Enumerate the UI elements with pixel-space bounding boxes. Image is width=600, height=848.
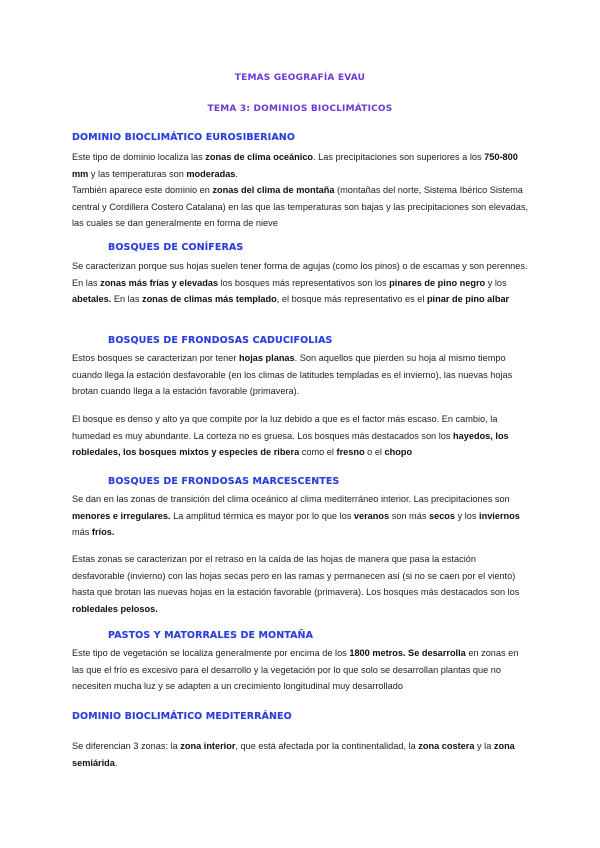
- text-run: los bosques más representativos son los: [218, 277, 390, 288]
- heading-mediterraneo: DOMINIO BIOCLIMÁTICO MEDITERRÁNEO: [72, 711, 292, 722]
- bold-text: zonas del clima de montaña: [212, 185, 335, 196]
- text-run: y los: [485, 277, 507, 288]
- text-run: en zonas en las que el frío es excesivo para el desarrollo y la vegetación por lo que solo se desarrollan plantas que no necesiten mucha luz y se adapten a un crecimiento longitudinal muy desarrollado: [72, 648, 519, 692]
- text-run: , el bosque más representativo es el: [276, 294, 427, 305]
- text-run: (montañas del norte, Sistema Ibérico Sistema central y Cordillera Costero Catalana) en las que las temperaturas son bajas y las precipitaciones son elevadas, las cuales se dan generalmente en forma de nieve: [72, 185, 529, 229]
- bold-text: hayedos, los robledales, los bosques mixtos y especies de ribera: [72, 430, 509, 458]
- text-run: Este tipo de dominio localiza las: [72, 152, 206, 162]
- bold-text: robledales pelosos.: [72, 603, 158, 614]
- bold-text: zona costera: [418, 741, 475, 751]
- bold-text: fresno: [336, 447, 365, 458]
- text-run: Se dan en las zonas de transición del clima oceánico al clima mediterráneo interior. Las precipitaciones son: [72, 494, 510, 504]
- text-run: Se diferencian 3 zonas: la: [72, 741, 181, 751]
- bold-text: zona semiárida: [72, 741, 515, 768]
- text-run: .: [235, 168, 238, 179]
- text-run: .: [114, 757, 118, 768]
- heading-caducifolias: BOSQUES DE FRONDOSAS CADUCIFOLIAS: [108, 335, 333, 346]
- paragraph-coniferas: [72, 258, 530, 308]
- bold-text: 750-800 mm: [72, 152, 518, 179]
- document-title: TEMAS GEOGRAFÍA EVAU: [234, 73, 366, 83]
- text-run: o el: [364, 447, 385, 458]
- bold-text: 1800 metros. Se desarrolla: [349, 648, 466, 658]
- text-run: También aparece este dominio en: [72, 185, 213, 196]
- bold-text: menores e irregulares.: [72, 510, 171, 521]
- bold-text: pinares de pino negro: [389, 277, 486, 288]
- paragraph-mediterraneo: [72, 738, 530, 771]
- bold-text: hojas planas: [239, 353, 295, 363]
- text-run: El bosque es denso y alto ya que compite por la luz debido a que es el factor más escaso. En cambio, la humedad es muy abundante. La corteza no es gruesa. Los bosques más destacados son los: [72, 414, 498, 441]
- bold-text: chopo: [384, 447, 413, 458]
- text-run: . Son aquellos que pierden su hoja al mismo tiempo cuando llega la estación desfavorable (en los climas de latitudes templadas es el invierno), las nuevas hojas brotan cuando llega a la estación favorable (primavera).: [72, 353, 513, 397]
- paragraph-pastos-matorrales: [72, 645, 530, 695]
- text-run: . Las precipitaciones son superiores a los: [313, 152, 485, 162]
- bold-text: abetales.: [72, 294, 112, 305]
- text-run: La amplitud térmica es mayor por lo que los: [170, 510, 354, 521]
- paragraph-marcescentes-1: [72, 491, 530, 541]
- bold-text: zona interior: [180, 741, 236, 751]
- text-run: más: [72, 527, 92, 538]
- text-run: Se caracterizan porque sus hojas suelen tener forma de agujas (como los pinos) o de escamas y son perennes. En las: [72, 261, 528, 288]
- text-run: y la: [474, 741, 494, 751]
- bold-text: veranos: [353, 510, 390, 521]
- heading-pastos-matorrales: PASTOS Y MATORRALES DE MONTAÑA: [108, 630, 314, 641]
- paragraph-caducifolias-1: [72, 350, 530, 400]
- text-run: , que está afectada por la continentalidad, la: [235, 741, 419, 751]
- bold-text: inviernos: [479, 510, 520, 521]
- paragraph-marcescentes-2: [72, 551, 530, 617]
- text-run: Estas zonas se caracterizan por el retraso en la caída de las hojas de manera que pasa la estación desfavorable (invierno) con las hojas secas pero en las ramas y permanecen así (si no se caen por el viento) hasta que brotan las nuevas hojas en la estación favorable (primavera). Los bosques más destacados son los: [72, 554, 520, 598]
- text-run: Estos bosques se caracterizan por tener: [72, 353, 239, 363]
- bold-text: zonas más frías y elevadas: [100, 277, 219, 288]
- text-run: En las: [111, 294, 142, 305]
- text-run: y las temperaturas son: [88, 168, 187, 179]
- bold-text: zonas de climas más templado: [141, 294, 277, 305]
- text-run: Este tipo de vegetación se localiza generalmente por encima de los: [72, 648, 350, 658]
- text-run: como el: [299, 447, 337, 458]
- bold-text: fríos.: [91, 527, 115, 538]
- text-run: y los: [455, 510, 480, 521]
- bold-text: secos: [428, 510, 456, 521]
- bold-text: moderadas: [186, 168, 236, 179]
- text-run: son más: [389, 510, 429, 521]
- document-subtitle: TEMA 3: DOMINIOS BIOCLIMÁTICOS: [207, 104, 393, 114]
- heading-eurosiberiano: DOMINIO BIOCLIMÁTICO EUROSIBERIANO: [72, 132, 295, 143]
- paragraph-eurosiberiano: [72, 149, 530, 232]
- heading-coniferas: BOSQUES DE CONÍFERAS: [108, 242, 244, 253]
- heading-marcescentes: BOSQUES DE FRONDOSAS MARCESCENTES: [108, 476, 340, 487]
- bold-text: pinar de pino albar: [426, 294, 510, 305]
- paragraph-caducifolias-2: [72, 411, 530, 461]
- bold-text: zonas de clima oceánico: [205, 152, 314, 162]
